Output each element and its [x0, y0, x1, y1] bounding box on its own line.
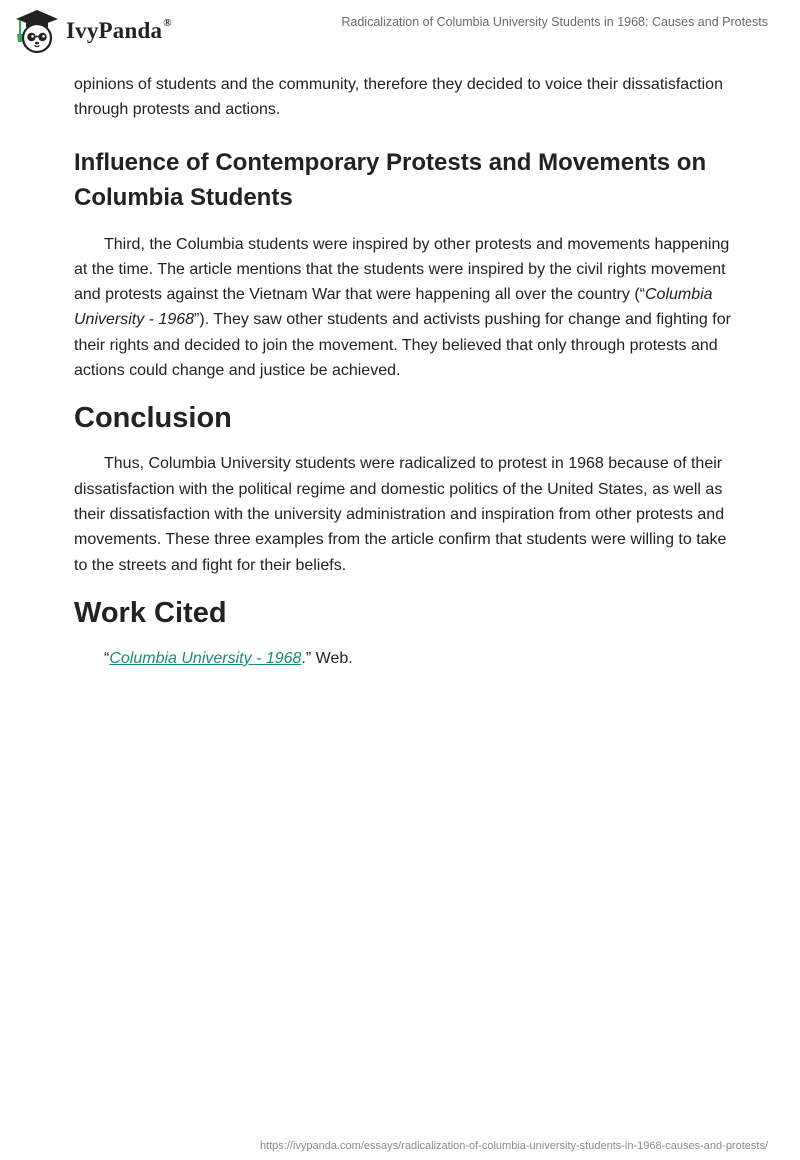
citation-entry: “Columbia University - 1968.” Web. — [104, 649, 353, 667]
logo-wordmark: IvyPanda® — [66, 17, 172, 43]
document-title: Radicalization of Columbia University Students in 1968: Causes and Protests — [341, 15, 768, 29]
influence-paragraph: Third, the Columbia students were inspired by other protests and movements happening at the time. The article mentions that the students were inspired by the civil rights movement and protests against the Vietnam War that were happening all over the country (“Columbia University - 1968”). They saw other students and activists pushing for change and fighting for their rights and decided to join the movement. They believed that only through protests and actions could change and justice be achieved. — [74, 235, 731, 380]
panda-graduate-icon — [14, 8, 60, 54]
footer-url[interactable]: https://ivypanda.com/essays/radicalization-of-columbia-university-students-in-1968-causes-and-protests/ — [259, 1140, 768, 1152]
heading-conclusion: Conclusion — [74, 402, 232, 435]
heading-work-cited: Work Cited — [74, 596, 227, 629]
citation-link[interactable]: Columbia University - 1968 — [109, 649, 302, 667]
ivypanda-logo[interactable] — [14, 8, 172, 54]
heading-influence: Influence of Contemporary Protests and Movements on Columbia Students — [74, 148, 707, 211]
intro-paragraph: opinions of students and the community, therefore they decided to voice their dissatisfaction through protests and actions. — [74, 76, 723, 119]
inline-citation: Columbia University - 1968 — [74, 286, 713, 329]
conclusion-paragraph: Thus, Columbia University students were radicalized to protest in 1968 because of their dissatisfaction with the political regime and domestic politics of the United States, as well as their dissatisfaction with the university administration and inspiration from other protests and movements. These three examples from the article confirm that students were willing to take to the streets and fight for their beliefs. — [74, 455, 727, 574]
page-header — [0, 0, 800, 60]
article-body — [74, 72, 734, 671]
